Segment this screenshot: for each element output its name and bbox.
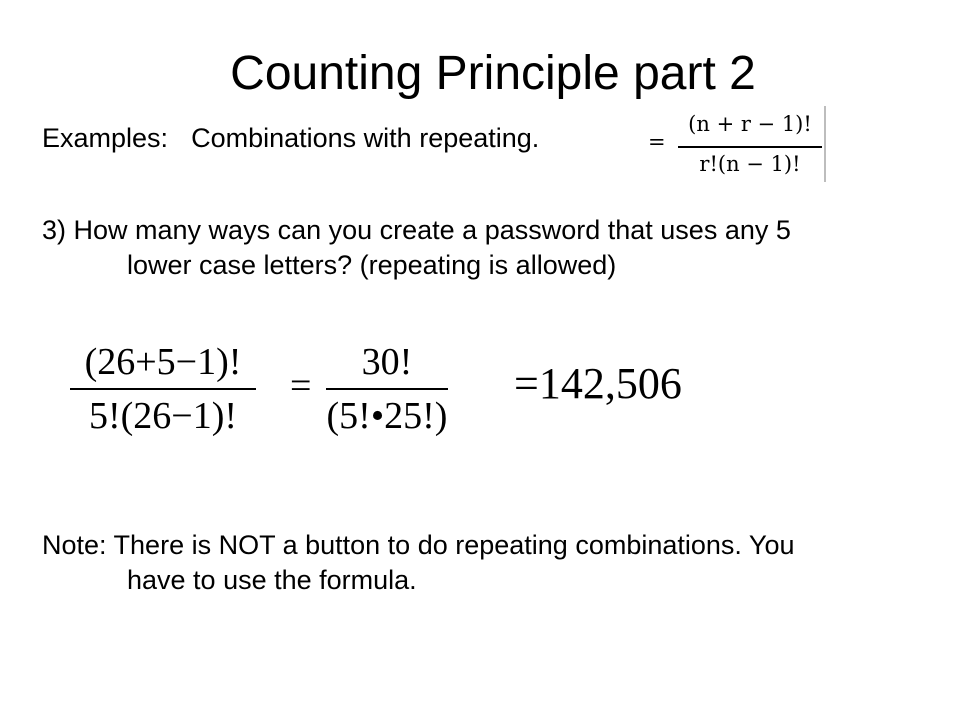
formula-equals: = <box>648 130 666 154</box>
note <box>42 528 794 598</box>
question-line-1: 3) How many ways can you create a password that uses any 5 <box>42 215 791 245</box>
work-fraction-1-bar <box>70 388 256 390</box>
examples-label: Examples: <box>42 123 169 153</box>
question-3 <box>42 213 791 283</box>
question-line-2: lower case letters? (repeating is allowed) <box>127 250 617 280</box>
work-fraction-1-denominator: 5!(26−1)! <box>88 395 238 437</box>
examples-text: Combinations with repeating. <box>191 123 540 153</box>
work-result: =142,506 <box>514 359 682 408</box>
note-line-1: Note: There is NOT a button to do repeating combinations. You <box>42 530 795 560</box>
combination-formula <box>644 106 826 182</box>
note-line-2: have to use the formula. <box>127 565 417 595</box>
examples-line <box>42 121 539 156</box>
work-fraction-1 <box>70 340 256 438</box>
slide-title: Counting Principle part 2 <box>230 47 756 100</box>
formula-denominator: r!(n − 1)! <box>699 152 801 176</box>
work-fraction-2-bar <box>326 388 448 390</box>
work-fraction-1-numerator: (26+5−1)! <box>84 341 242 383</box>
work-equals: = <box>290 365 312 407</box>
formula-numerator: (n + r − 1)! <box>688 112 812 136</box>
formula-fraction-bar <box>678 146 822 148</box>
work-fraction-2 <box>326 340 448 438</box>
work-fraction-2-denominator: (5!•25!) <box>326 395 448 437</box>
work-fraction-2-numerator: 30! <box>361 341 413 383</box>
